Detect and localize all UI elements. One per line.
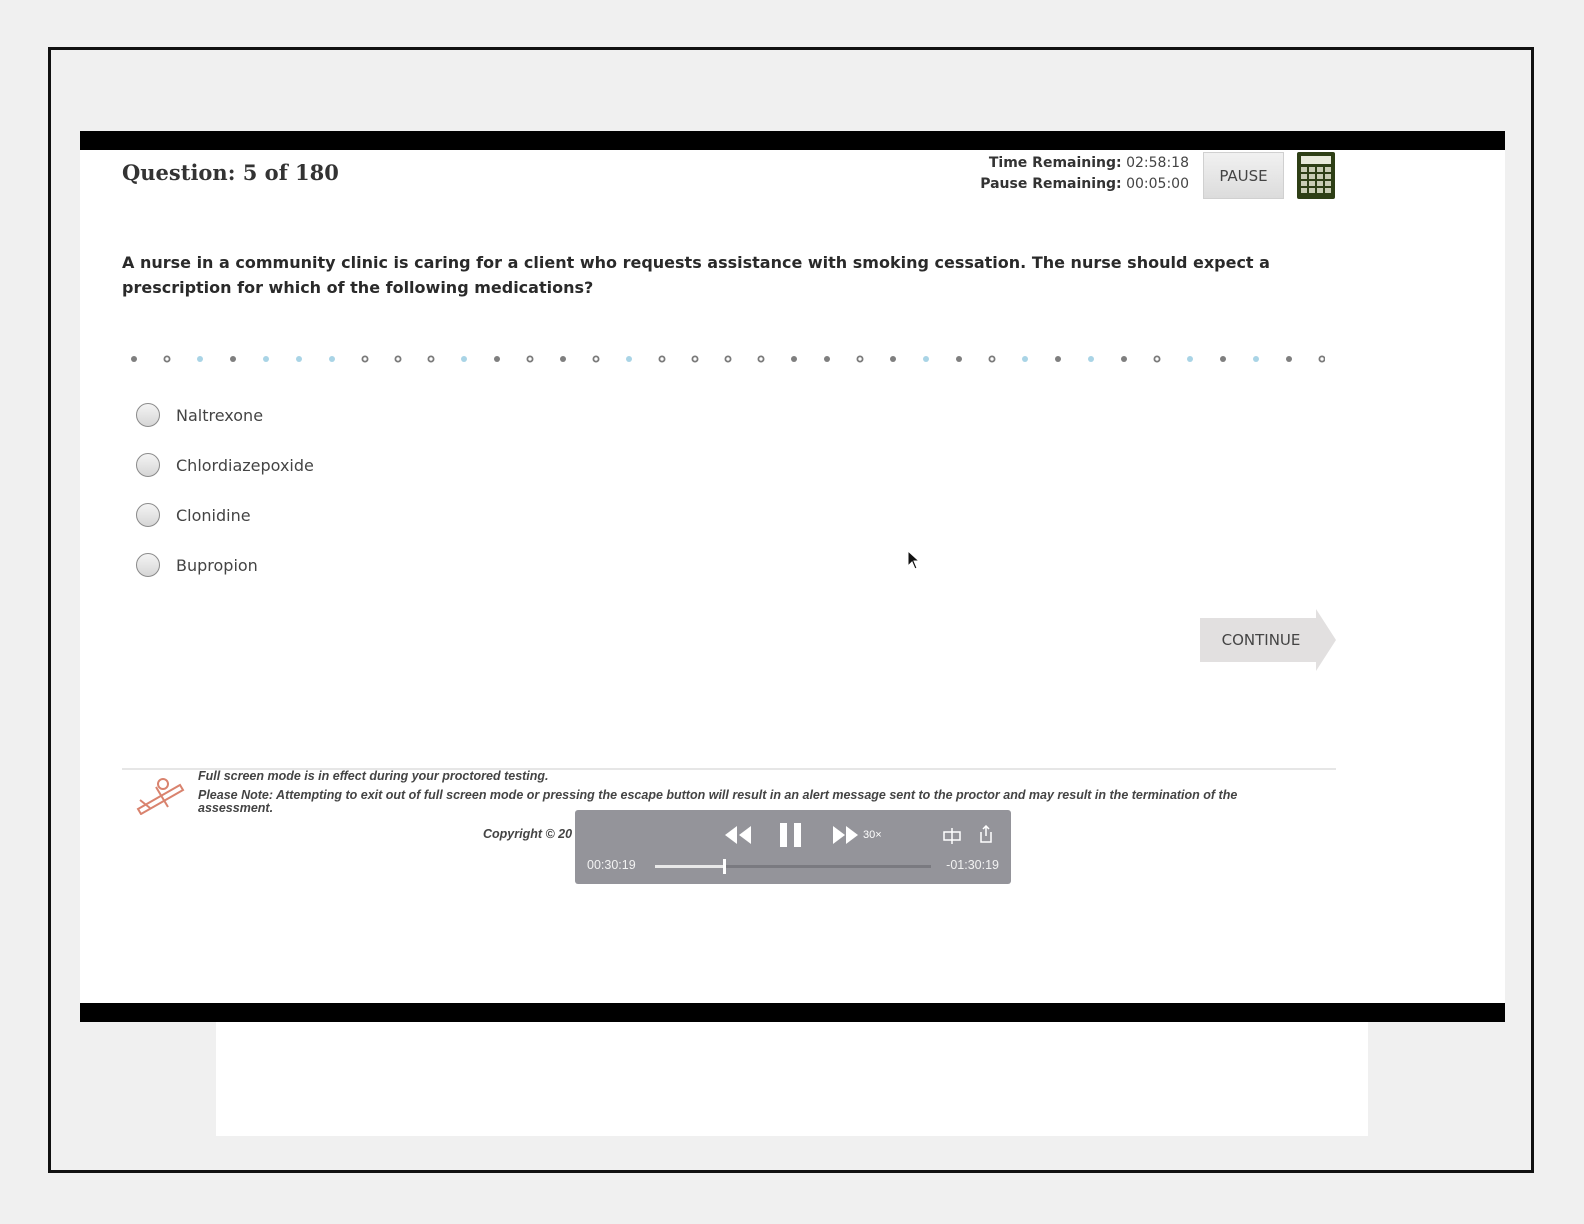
- progress-dot[interactable]: [428, 356, 433, 361]
- exam-screen: [80, 131, 1505, 1022]
- progress-dot[interactable]: [1055, 356, 1061, 362]
- progress-dot[interactable]: [527, 356, 532, 361]
- fullscreen-note: Full screen mode is in effect during your proctored testing.: [198, 769, 549, 783]
- progress-dot[interactable]: [230, 356, 236, 362]
- progress-dots-svg: [130, 353, 1325, 365]
- pause-icon[interactable]: [780, 823, 802, 847]
- option-bupropion[interactable]: [136, 552, 314, 578]
- progress-dot[interactable]: [131, 356, 137, 362]
- progress-dot[interactable]: [758, 356, 763, 361]
- fast-forward-icon[interactable]: [833, 826, 859, 844]
- share-icon[interactable]: [979, 825, 993, 843]
- answer-options: [136, 402, 314, 602]
- progress-dot[interactable]: [989, 356, 994, 361]
- progress-dot[interactable]: [263, 356, 269, 362]
- progress-dot[interactable]: [923, 356, 929, 362]
- progress-dot[interactable]: [1154, 356, 1159, 361]
- progress-dot[interactable]: [593, 356, 598, 361]
- progress-dot[interactable]: [956, 356, 962, 362]
- elapsed-time: 00:30:19: [587, 858, 636, 872]
- pause-button[interactable]: PAUSE: [1203, 152, 1284, 199]
- option-chlordiazepoxide[interactable]: [136, 452, 314, 478]
- progress-dot[interactable]: [1319, 356, 1324, 361]
- pause-remaining-value: 00:05:00: [1126, 176, 1189, 192]
- progress-dot[interactable]: [1253, 356, 1259, 362]
- progress-dot[interactable]: [626, 356, 632, 362]
- playback-speed[interactable]: 30×: [863, 829, 882, 841]
- pause-remaining: [980, 174, 1189, 195]
- video-player-overlay: [575, 810, 1011, 884]
- scrub-bar-fill: [655, 865, 724, 868]
- scrub-handle[interactable]: [723, 859, 726, 874]
- progress-dot[interactable]: [1187, 356, 1193, 362]
- radio-button[interactable]: [136, 403, 160, 427]
- option-label: Bupropion: [176, 555, 258, 575]
- copyright: Copyright © 20: [483, 827, 573, 841]
- radio-button[interactable]: [136, 503, 160, 527]
- progress-dot[interactable]: [494, 356, 500, 362]
- question-text: A nurse in a community clinic is caring for a client who requests assistance with smoking cessation. The nurse should expect a prescription for which of the following medications?: [122, 253, 1270, 297]
- radio-button[interactable]: [136, 453, 160, 477]
- remaining-time: -01:30:19: [946, 858, 999, 872]
- time-remaining-label: Time Remaining:: [988, 155, 1122, 171]
- progress-dot[interactable]: [461, 356, 467, 362]
- progress-dot[interactable]: [725, 356, 730, 361]
- progress-dot[interactable]: [362, 356, 367, 361]
- progress-dot[interactable]: [791, 356, 797, 362]
- calculator-icon[interactable]: [1297, 152, 1335, 199]
- please-note: Please Note: Attempting to exit out of full screen mode or pressing the escape button will result in an alert message sent to the proctor and may result in the termination of the assessment.: [198, 788, 1238, 815]
- option-label: Clonidine: [176, 505, 251, 525]
- progress-dot[interactable]: [1220, 356, 1226, 362]
- progress-dot[interactable]: [164, 356, 169, 361]
- question-counter: Question: 5 of 180: [122, 160, 339, 185]
- bottom-black-bar: [80, 1003, 1505, 1022]
- option-label: Naltrexone: [176, 405, 264, 425]
- continue-button[interactable]: [1200, 609, 1336, 671]
- option-label: Chlordiazepoxide: [176, 455, 314, 475]
- progress-dot[interactable]: [296, 356, 302, 362]
- lower-white-panel: [216, 1022, 1368, 1136]
- progress-dot[interactable]: [197, 356, 203, 362]
- progress-dot[interactable]: [395, 356, 400, 361]
- progress-dot[interactable]: [1022, 356, 1028, 362]
- no-exit-icon: [134, 775, 186, 815]
- progress-dot[interactable]: [824, 356, 830, 362]
- progress-dots: [130, 353, 1325, 365]
- time-remaining-value: 02:58:18: [1126, 155, 1189, 171]
- option-clonidine[interactable]: [136, 502, 314, 528]
- picture-in-picture-icon[interactable]: [943, 828, 961, 844]
- top-black-bar: [80, 131, 1505, 150]
- pause-remaining-label: Pause Remaining:: [980, 176, 1122, 192]
- progress-dot[interactable]: [1121, 356, 1127, 362]
- rewind-icon[interactable]: [725, 826, 751, 844]
- progress-dot[interactable]: [857, 356, 862, 361]
- scrub-bar[interactable]: [655, 865, 931, 868]
- continue-label: CONTINUE: [1221, 631, 1301, 649]
- progress-dot[interactable]: [692, 356, 697, 361]
- timers: [980, 153, 1189, 195]
- radio-button[interactable]: [136, 553, 160, 577]
- progress-dot[interactable]: [560, 356, 566, 362]
- progress-dot[interactable]: [659, 356, 664, 361]
- time-remaining: [980, 153, 1189, 174]
- progress-dot[interactable]: [1286, 356, 1292, 362]
- option-naltrexone[interactable]: [136, 402, 314, 428]
- progress-dot[interactable]: [329, 356, 335, 362]
- progress-dot[interactable]: [890, 356, 896, 362]
- mouse-cursor-icon: [907, 550, 921, 570]
- progress-dot[interactable]: [1088, 356, 1094, 362]
